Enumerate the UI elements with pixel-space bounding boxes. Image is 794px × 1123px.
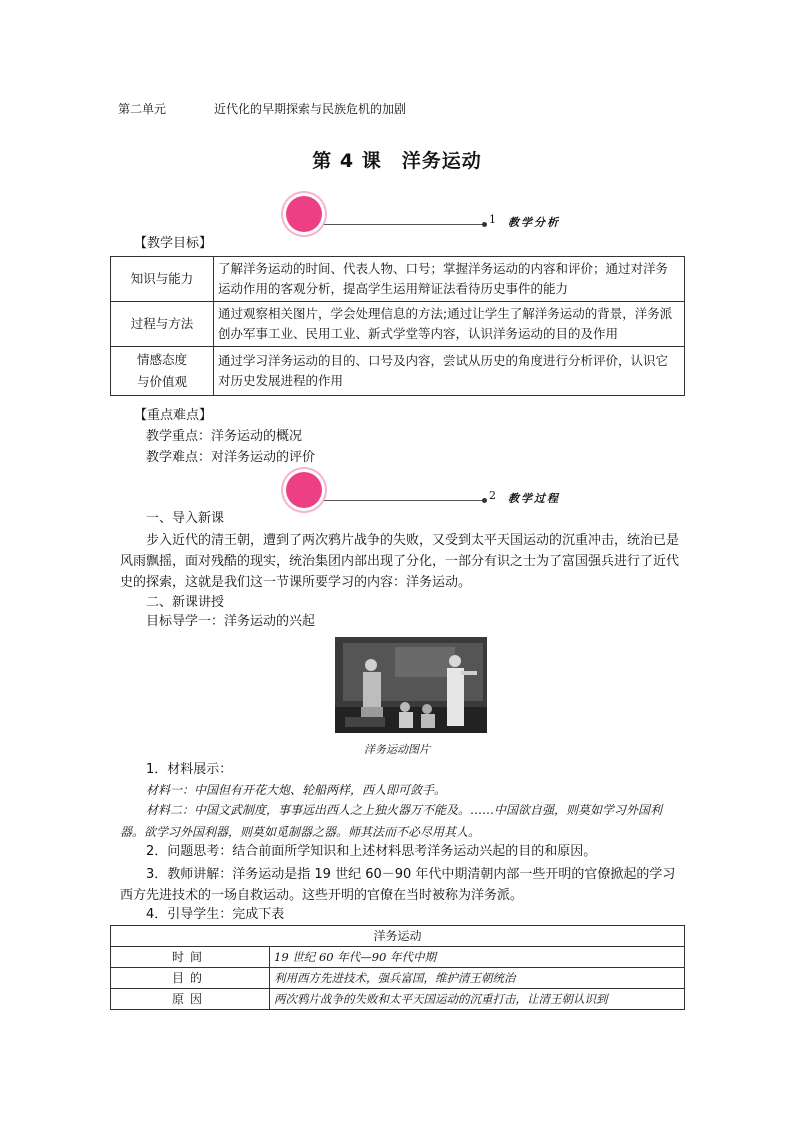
lesson-title: 第 4 课 洋务运动	[312, 150, 482, 172]
section-marker-process	[286, 472, 586, 512]
key-points-heading: 【重点难点】	[134, 408, 213, 423]
dot-icon	[482, 222, 487, 227]
section-label: 教学过程	[508, 492, 560, 505]
key-point: 教学重点：洋务运动的概况	[146, 429, 303, 444]
item-2: 2．问题思考：结合前面所学知识和上述材料思考洋务运动兴起的目的和原因。	[146, 844, 597, 859]
goal-guide-1: 目标导学一：洋务运动的兴起	[146, 614, 316, 629]
divider	[324, 224, 484, 225]
part1-heading: 一、导入新课	[146, 511, 225, 526]
goal-value: 通过观察相关图片，学会处理信息的方法;通过让学生了解洋务运动的背景，洋务派创办军事工业、民用工业、新式学堂等内容，认识洋务运动的目的及作用	[214, 302, 685, 347]
item-3: 3．教师讲解：洋务运动是指 19 世纪 60－90 年代中期清朝内部一些开明的官僚掀起的学习西方先进技术的一场自救运动。这些开明的官僚在当时被称为洋务派。	[120, 867, 676, 903]
section-marker-analysis	[286, 196, 586, 236]
section-label: 教学分析	[508, 216, 560, 229]
table-row	[111, 347, 685, 396]
part2-heading: 二、新课讲授	[146, 595, 225, 610]
goal-value: 了解洋务运动的时间、代表人物、口号；掌握洋务运动的内容和评价；通过对洋务运动作用的客观分析，提高学生运用辩证法看待历史事件的能力	[214, 257, 685, 302]
table-row	[111, 947, 685, 968]
page-header	[118, 100, 406, 117]
section-number: 2	[489, 489, 496, 502]
row-key: 时间	[111, 947, 270, 968]
row-value: 利用西方先进技术，强兵富国，维护清王朝统治	[270, 968, 685, 989]
intro-paragraph: 步入近代的清王朝，遭到了两次鸦片战争的失败，又受到太平天国运动的沉重冲击，统治已是风雨飘摇，面对残酷的现实，统治集团内部出现了分化，一部分有识之士为了富国强兵进行了近代史的探索，这就是我们这一节课所要学习的内容：洋务运动。	[120, 533, 680, 590]
photo-illustration	[335, 637, 487, 733]
unit-title: 近代化的早期探索与民族危机的加剧	[214, 102, 407, 116]
goal-key: 过程与方法	[111, 302, 214, 347]
table-row	[111, 926, 685, 947]
goal-key: 知识与能力	[111, 257, 214, 302]
yangwu-table	[110, 925, 685, 1010]
goal-key-line: 情感态度	[136, 352, 187, 367]
table-row	[111, 968, 685, 989]
item-1: 1．材料展示：	[146, 762, 233, 777]
pink-circle-icon	[286, 472, 322, 508]
section-number: 1	[489, 213, 496, 226]
goal-key-line: 与价值观	[136, 374, 187, 389]
yangwu-movement-photo	[335, 637, 487, 733]
dot-icon	[482, 498, 487, 503]
row-key: 原因	[111, 989, 270, 1010]
table-row	[111, 989, 685, 1010]
table-row	[111, 257, 685, 302]
table-title: 洋务运动	[111, 926, 685, 947]
photo-caption: 洋务运动图片	[364, 743, 430, 756]
material-2: 材料二：中国文武制度，事事远出西人之上独火器万不能及。……中国欲自强，则莫如学习外国利器。欲学习外国利器，则莫如觅制器之器。师其法而不必尽用其人。	[120, 803, 663, 839]
unit-label: 第二单元	[118, 102, 167, 116]
pink-circle-icon	[286, 196, 322, 232]
difficult-point: 教学难点：对洋务运动的评价	[146, 450, 316, 465]
material-1: 材料一：中国但有开花大炮、轮船两样，西人即可敛手。	[146, 783, 447, 797]
table-row	[111, 302, 685, 347]
row-value: 19 世纪 60 年代—90 年代中期	[270, 947, 685, 968]
goals-table	[110, 256, 685, 396]
row-key: 目的	[111, 968, 270, 989]
goals-heading: 【教学目标】	[134, 236, 213, 251]
row-value: 两次鸦片战争的失败和太平天国运动的沉重打击，让清王朝认识到	[270, 989, 685, 1010]
goal-key	[111, 347, 214, 396]
goal-value: 通过学习洋务运动的目的、口号及内容，尝试从历史的角度进行分析评价，认识它对历史发展进程的作用	[214, 347, 685, 396]
item-4: 4．引导学生：完成下表	[146, 907, 285, 922]
divider	[324, 500, 484, 501]
